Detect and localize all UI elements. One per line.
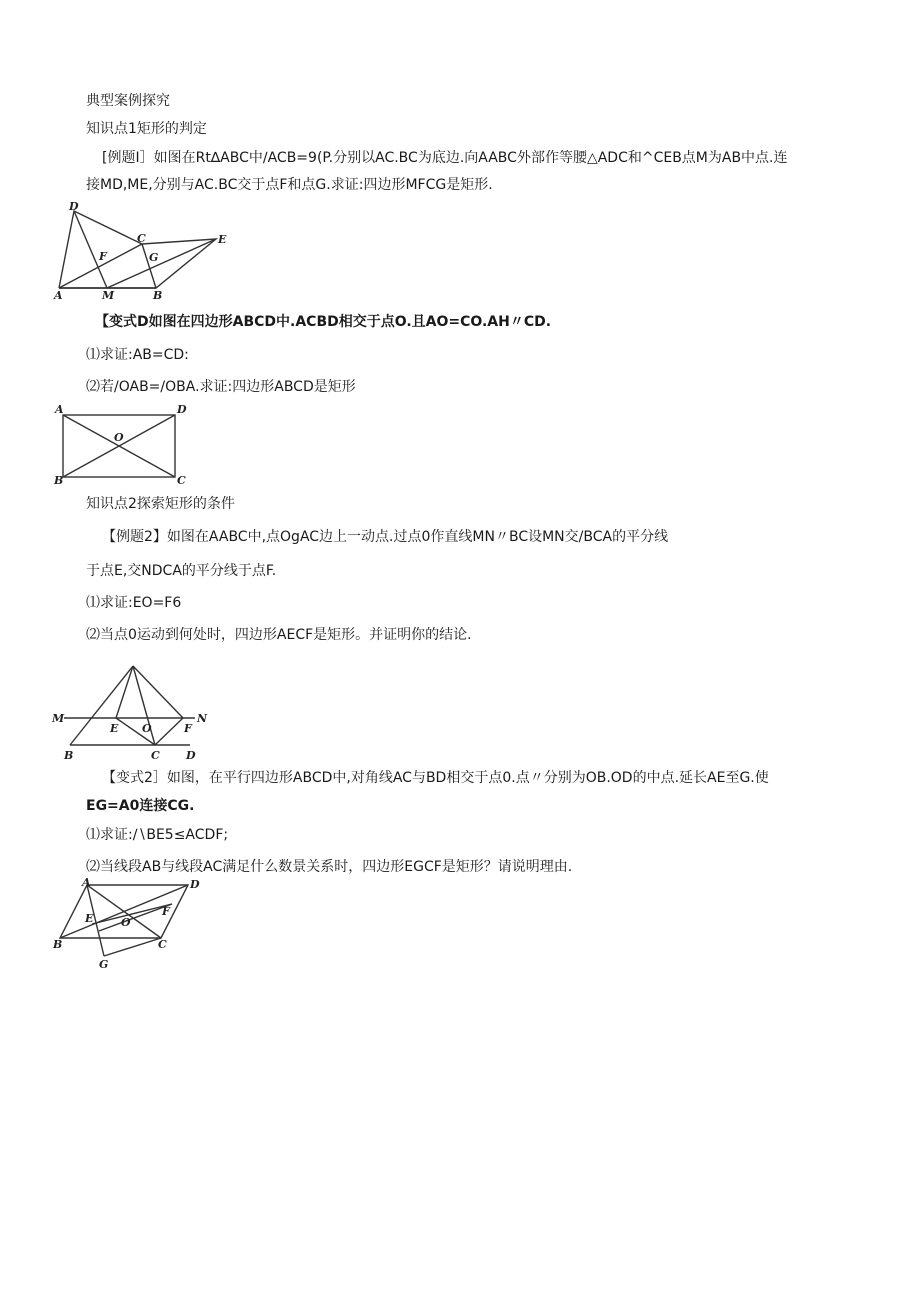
variant1-question2: ⑵若/OAB=/OBA.求证:四边形ABCD是矩形 [86,379,356,395]
variant2-line2: EG=A0连接CG. [86,798,195,814]
label-E: E [218,233,227,246]
label-E: E [110,722,119,735]
label-O: O [142,722,152,735]
label-E: E [85,912,94,925]
variant2-question2: ⑵当线段AB与线段AC满足什么数景关系时，四边形EGCF是矩形？请说明理由. [86,859,573,875]
label-O: O [114,431,124,444]
label-D: D [190,878,200,891]
figure-example1 [50,200,240,305]
label-O: O [121,916,131,929]
label-D: D [186,749,196,762]
example2-question1: ⑴求证:EO=F6 [86,595,182,611]
label-D: D [177,403,187,416]
label-C: C [151,749,160,762]
figure-variant1 [50,400,195,488]
label-A: A [82,876,91,889]
figure-example2 [50,658,210,764]
label-B: B [53,938,63,951]
example1-line1: [例题I］如图在Rt∆ABC中∕ACB=9(P.分别以AC.BC为底边.向AABC外部作等腰△ADC和^CEB点M为AB中点.连 [102,150,788,166]
label-A: A [55,403,64,416]
label-N: N [197,712,208,725]
label-D: D [69,200,79,213]
variant1-line1: 【变式D如图在四边形ABCD中.ACBD相交于点O.且AO=CO.AH〃CD. [95,314,552,330]
label-B: B [153,289,163,302]
example2-line2: 于点E,交NDCA的平分线于点F. [86,563,277,579]
variant2-question1: ⑴求证:∕∖BE5≤ACDF; [86,827,229,843]
label-F: F [184,722,192,735]
section-title-1: 知识点1矩形的判定 [86,121,207,137]
section-title-2: 知识点2探索矩形的条件 [86,496,235,512]
label-G: G [99,958,109,971]
variant1-question1: ⑴求证:AB=CD: [86,347,189,363]
label-B: B [54,474,64,487]
label-C: C [158,938,167,951]
label-C: C [137,232,146,245]
label-M: M [52,712,65,725]
label-G: G [149,251,159,264]
label-C: C [177,474,186,487]
figure-variant2 [50,876,210,976]
example1-line2: 接MD,ME,分别与AC.BC交于点F和点G.求证:四边形MFCG是矩形. [86,177,493,193]
example2-question2: ⑵当点0运动到何处时，四边形AECF是矩形。并证明你的结论. [86,627,472,643]
example2-line1: 【例题2】如图在AABC中,点OgAC边上一动点.过点0作直线MN〃BC设MN交/BCA的平分线 [102,529,669,545]
label-F: F [162,905,170,918]
label-F: F [99,250,107,263]
label-B: B [64,749,74,762]
page-heading: 典型案例探究 [86,93,170,109]
label-M: M [102,289,115,302]
label-A: A [54,289,63,302]
variant2-line1: 【变式2］如图，在平行四边形ABCD中,对角线AC与BD相交于点0.点〃分别为OB.OD的中点.延长AE至G.使 [102,770,769,786]
